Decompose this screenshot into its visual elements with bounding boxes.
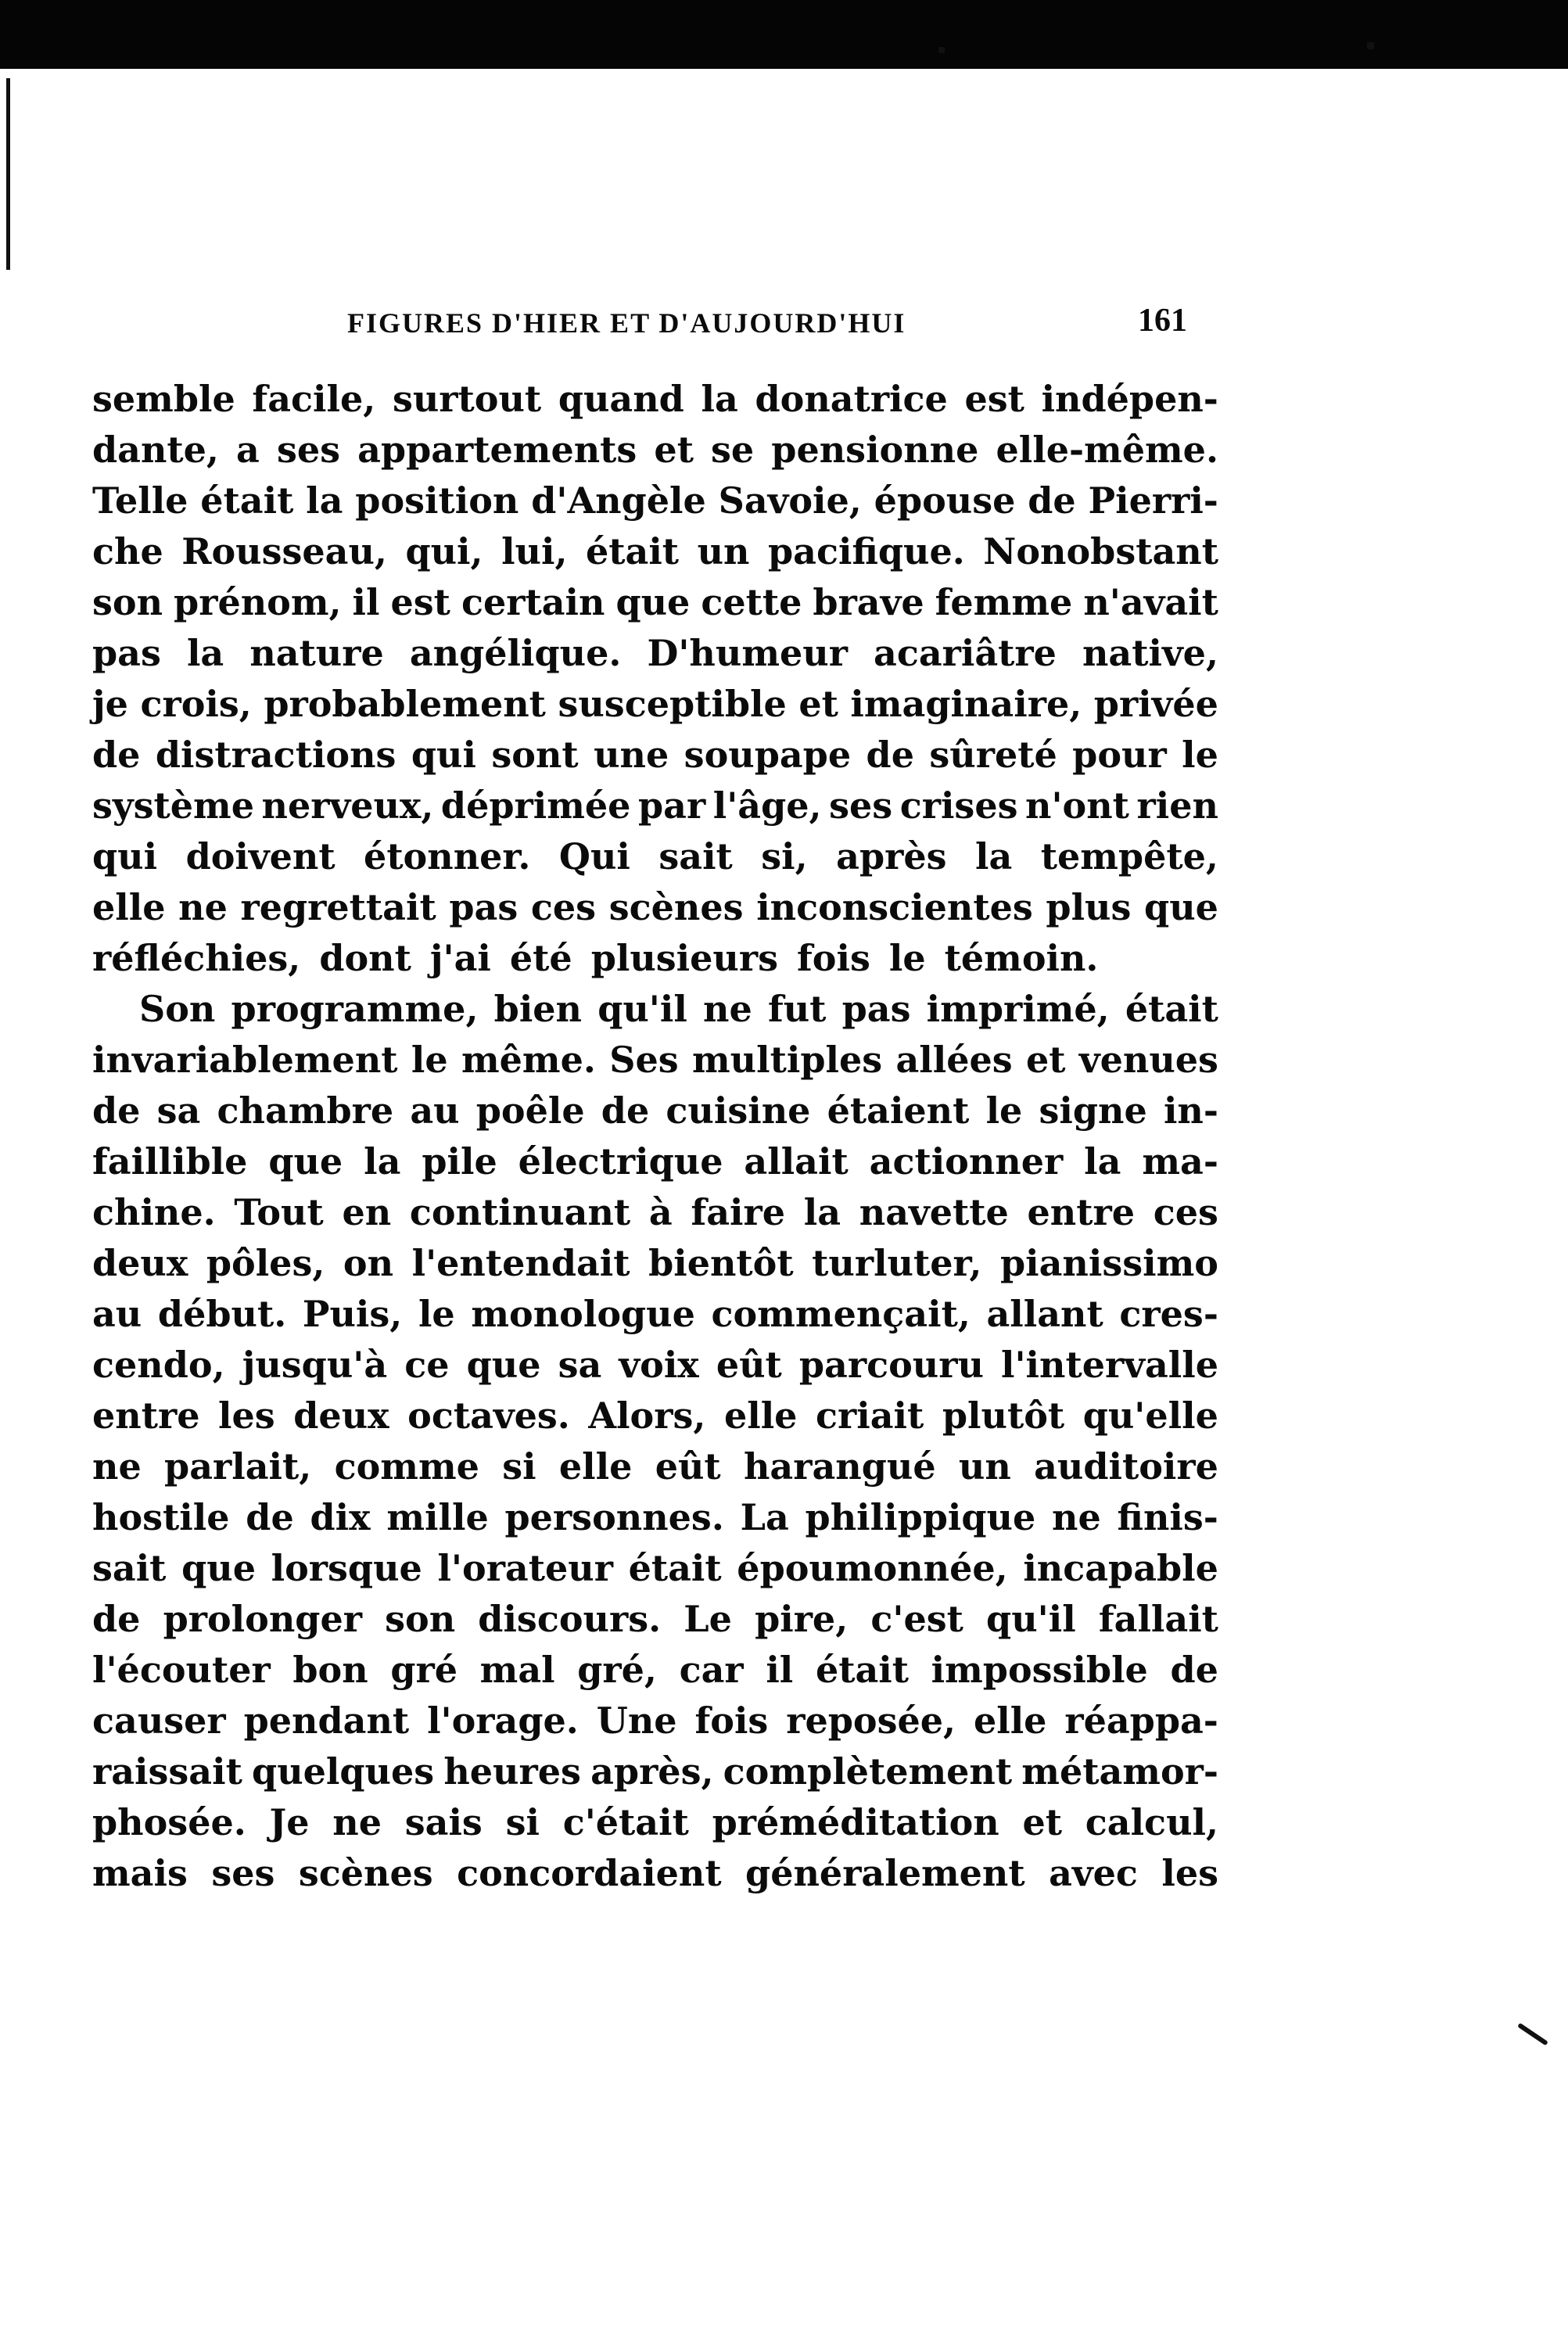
- text-line: faillible que la pile électrique allait actionner la ma-: [92, 1140, 1218, 1183]
- text-line: de sa chambre au poêle de cuisine étaient le signe in-: [92, 1089, 1218, 1132]
- text-line: phosée. Je ne sais si c'était préméditation et calcul,: [92, 1801, 1218, 1843]
- running-head: FIGURES D'HIER ET D'AUJOURD'HUI: [347, 307, 906, 339]
- scan-speck: [938, 47, 945, 53]
- text-line: cendo, jusqu'à ce que sa voix eût parcouru l'intervalle: [92, 1344, 1218, 1386]
- scan-left-margin-mark: [6, 188, 10, 270]
- scan-speck: [1367, 42, 1374, 49]
- text-line: hostile de dix mille personnes. La philippique ne finis-: [92, 1496, 1218, 1538]
- text-line: pas la nature angélique. D'humeur acariâtre native,: [92, 632, 1218, 674]
- text-line: système nerveux, déprimée par l'âge, ses crises n'ont rien: [92, 784, 1218, 827]
- text-line: de prolonger son discours. Le pire, c'est qu'il fallait: [92, 1598, 1218, 1640]
- text-line: réfléchies, dont j'ai été plusieurs fois le témoin.: [92, 937, 1099, 979]
- text-line: che Rousseau, qui, lui, était un pacifique. Nonobstant: [92, 530, 1218, 572]
- page-body: [92, 374, 1218, 1899]
- text-line: qui doivent étonner. Qui sait si, après la tempête,: [92, 835, 1218, 878]
- text-line: je crois, probablement susceptible et imaginaire, privée: [92, 683, 1218, 725]
- text-line: causer pendant l'orage. Une fois reposée, elle réappa-: [92, 1700, 1218, 1742]
- scan-corner-mark: [1517, 2023, 1548, 2046]
- text-line: semble facile, surtout quand la donatrice est indépen-: [92, 378, 1218, 420]
- text-line: raissait quelques heures après, complètement métamor-: [92, 1750, 1218, 1793]
- text-line: son prénom, il est certain que cette brave femme n'avait: [92, 581, 1218, 623]
- paragraph: [92, 374, 1218, 984]
- text-line: ne parlait, comme si elle eût harangué un auditoire: [92, 1445, 1218, 1488]
- text-line: deux pôles, on l'entendait bientôt turluter, pianissimo: [92, 1242, 1218, 1284]
- text-line: chine. Tout en continuant à faire la navette entre ces: [92, 1191, 1218, 1233]
- scan-left-margin-mark: [6, 78, 10, 203]
- paragraph: [92, 984, 1218, 1899]
- scan-top-border: [0, 0, 1568, 69]
- text-line: au début. Puis, le monologue commençait, allant cres-: [92, 1293, 1218, 1335]
- text-line: mais ses scènes concordaient généralement avec les: [92, 1852, 1218, 1894]
- text-line: Telle était la position d'Angèle Savoie, épouse de Pierri-: [92, 479, 1218, 522]
- text-line: invariablement le même. Ses multiples allées et venues: [92, 1039, 1218, 1081]
- page-number: 161: [1138, 303, 1187, 339]
- text-line: entre les deux octaves. Alors, elle criait plutôt qu'elle: [92, 1394, 1218, 1437]
- text-line: sait que lorsque l'orateur était époumonnée, incapable: [92, 1547, 1218, 1589]
- text-line: dante, a ses appartements et se pensionne elle-même.: [92, 429, 1218, 471]
- text-line: de distractions qui sont une soupape de sûreté pour le: [92, 734, 1218, 776]
- text-line: Son programme, bien qu'il ne fut pas imprimé, était: [139, 988, 1218, 1030]
- text-line: l'écouter bon gré mal gré, car il était impossible de: [92, 1649, 1218, 1691]
- text-line: elle ne regrettait pas ces scènes inconscientes plus que: [92, 886, 1218, 928]
